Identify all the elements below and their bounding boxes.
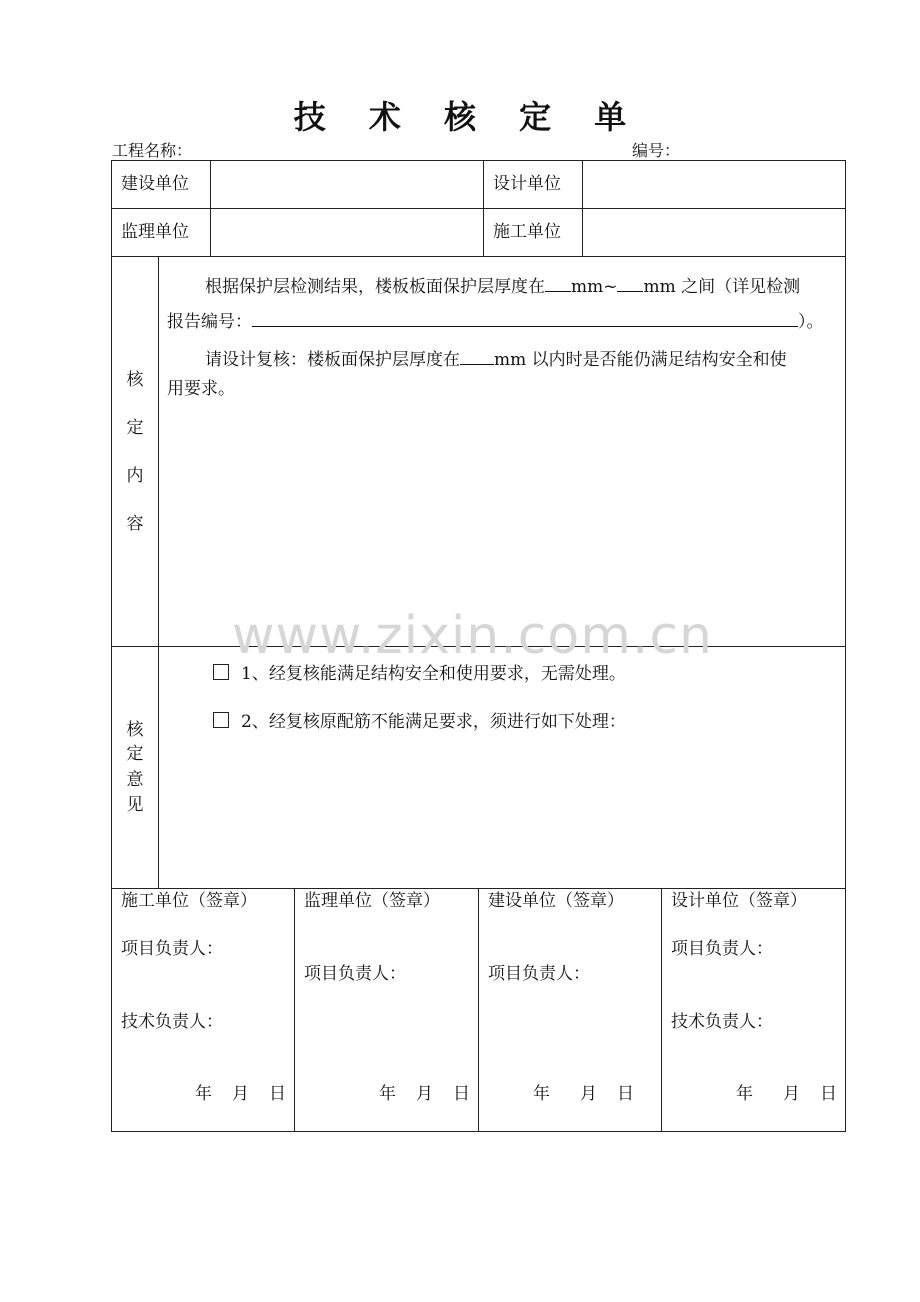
col-divider: [158, 256, 159, 888]
signature-project-lead: 项目负责人：: [488, 964, 590, 984]
builder-unit-label: 施工单位: [493, 222, 561, 242]
report-number-label: 报告编号：: [167, 312, 252, 332]
opinion-label-char: 核: [126, 720, 144, 740]
date-month: 月: [416, 1084, 433, 1104]
para2-text: 请设计复核：楼板面保护层厚度在: [205, 350, 460, 370]
option-1-checkbox[interactable]: [213, 664, 229, 680]
opinion-label-char: 定: [126, 744, 144, 764]
para2-unit: mm 以内时是否能仍满足结构安全和使: [494, 350, 787, 370]
date-year: 年: [379, 1084, 396, 1104]
content-paragraph-1-line-2: [167, 310, 824, 331]
option-1-text: 1、经复核能满足结构安全和使用要求，无需处理。: [241, 664, 626, 684]
opinion-option-2: [213, 712, 626, 731]
signature-unit: 监理单位（签章）: [304, 891, 440, 911]
date-year: 年: [533, 1084, 550, 1104]
date-month: 月: [783, 1084, 800, 1104]
signature-project-lead: 项目负责人：: [304, 964, 406, 984]
construction-unit-label: 建设单位: [121, 174, 189, 194]
content-paragraph-2: [205, 348, 787, 369]
content-paragraph-1: [205, 275, 800, 296]
option-2-text: 2、经复核原配筋不能满足要求，须进行如下处理：: [241, 712, 626, 732]
signature-tech-lead: 技术负责人：: [121, 1012, 223, 1032]
design-unit-label: 设计单位: [493, 174, 561, 194]
option-2-checkbox[interactable]: [213, 712, 229, 728]
report-number-blank: [252, 310, 798, 327]
date-month: 月: [580, 1084, 597, 1104]
blank-underline: [617, 275, 643, 292]
date-day: 日: [453, 1084, 470, 1104]
col-divider: [294, 888, 295, 1132]
signature-unit: 建设单位（签章）: [488, 891, 624, 911]
col-divider: [210, 160, 211, 256]
signature-tech-lead: 技术负责人：: [671, 1012, 773, 1032]
signature-project-lead: 项目负责人：: [671, 939, 773, 959]
date-day: 日: [820, 1084, 837, 1104]
para1-unit1: mm~: [571, 277, 618, 297]
col-divider: [582, 160, 583, 256]
opinion-option-1: [213, 664, 626, 683]
row-divider: [111, 208, 846, 209]
para1-unit2: mm 之间（详见检测: [643, 277, 801, 297]
date-day: 日: [269, 1084, 286, 1104]
opinion-label-char: 意: [126, 770, 144, 790]
signature-project-lead: 项目负责人：: [121, 939, 223, 959]
content-label-char: 定: [126, 418, 144, 438]
col-divider: [483, 160, 484, 256]
supervision-unit-label: 监理单位: [121, 222, 189, 242]
row-divider: [111, 256, 846, 257]
content-label-char: 容: [126, 514, 144, 534]
signature-unit: 设计单位（签章）: [671, 891, 807, 911]
signature-unit: 施工单位（签章）: [121, 891, 257, 911]
blank-underline: [460, 348, 494, 365]
content-label-char: 内: [126, 466, 144, 486]
date-day: 日: [617, 1084, 634, 1104]
serial-number-label: 编号：: [632, 141, 681, 160]
date-month: 月: [232, 1084, 249, 1104]
date-year: 年: [736, 1084, 753, 1104]
content-paragraph-2-line-2: 用要求。: [167, 379, 235, 399]
col-divider: [661, 888, 662, 1132]
opinion-label-char: 见: [126, 795, 144, 815]
para1-end: ）。: [798, 312, 824, 332]
blank-underline: [545, 275, 571, 292]
project-name-label: 工程名称：: [112, 141, 193, 160]
watermark: www.zixin.com.cn: [232, 606, 713, 666]
para1-text: 根据保护层检测结果，楼板板面保护层厚度在: [205, 277, 545, 297]
col-divider: [478, 888, 479, 1132]
date-year: 年: [195, 1084, 212, 1104]
content-label-char: 核: [126, 370, 144, 390]
document-title: 技 术 核 定 单: [293, 98, 643, 136]
